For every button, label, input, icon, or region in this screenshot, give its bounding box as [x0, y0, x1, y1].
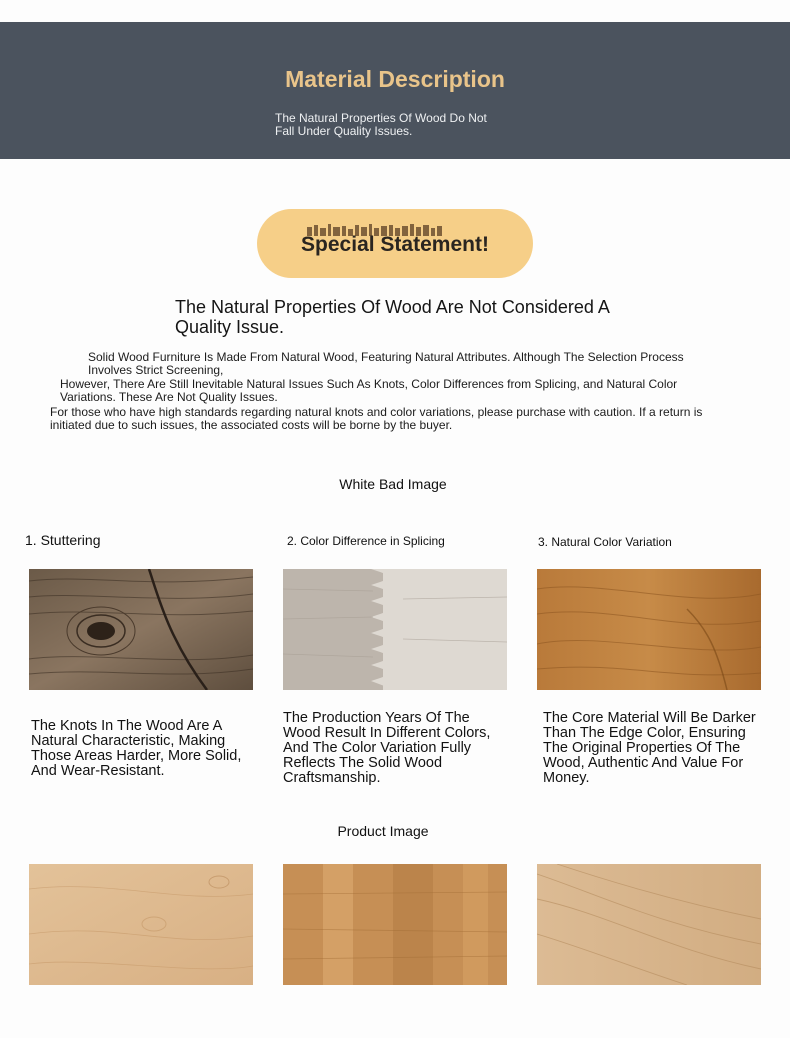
category-title-stuttering: 1. Stuttering [25, 532, 101, 548]
knot-wood-image [29, 569, 253, 690]
special-statement-label: Special Statement! [301, 233, 489, 256]
color-variation-description: The Core Material Will Be Darker Than The Edge Color, Ensuring The Original Properties Of The Wood, Authentic And Value For Money. [543, 710, 756, 786]
product-wood-image-oak [537, 864, 761, 985]
header-subtitle: The Natural Properties Of Wood Do Not Fall Under Quality Issues. [275, 111, 487, 138]
page-title: Material Description [285, 66, 505, 92]
splicing-description: The Production Years Of The Wood Result In Different Colors, And The Color Variation Fully Reflects The Solid Wood Craftsmanship. [283, 710, 491, 786]
category-title-splicing: 2. Color Difference in Splicing [287, 534, 445, 548]
color-variation-wood-image [537, 569, 761, 690]
splicing-wood-image [283, 569, 507, 690]
white-bad-image-label: White Bad Image [339, 476, 447, 492]
statement-paragraph-2: However, There Are Still Inevitable Natural Issues Such As Knots, Color Differences from Splicing, and Natural Color Variations. These Are Not Quality Issues. [60, 377, 678, 404]
special-statement-badge [257, 209, 533, 278]
stuttering-description: The Knots In The Wood Are A Natural Characteristic, Making Those Areas Harder, More Solid, And Wear-Resistant. [31, 718, 242, 779]
category-title-color-variation: 3. Natural Color Variation [538, 535, 672, 549]
statement-heading: The Natural Properties Of Wood Are Not Considered A Quality Issue. [175, 297, 609, 337]
statement-paragraph-1: Solid Wood Furniture Is Made From Natural Wood, Featuring Natural Attributes. Although The Selection Process Involves Strict Screening, [88, 350, 684, 377]
product-wood-image-light [29, 864, 253, 985]
statement-paragraph-3: For those who have high standards regarding natural knots and color variations, please purchase with caution. If a return is initiated due to such issues, the associated costs will be borne by the buyer. [50, 405, 703, 432]
product-image-label: Product Image [337, 823, 429, 839]
product-wood-image-medium [283, 864, 507, 985]
header-banner [0, 22, 790, 159]
